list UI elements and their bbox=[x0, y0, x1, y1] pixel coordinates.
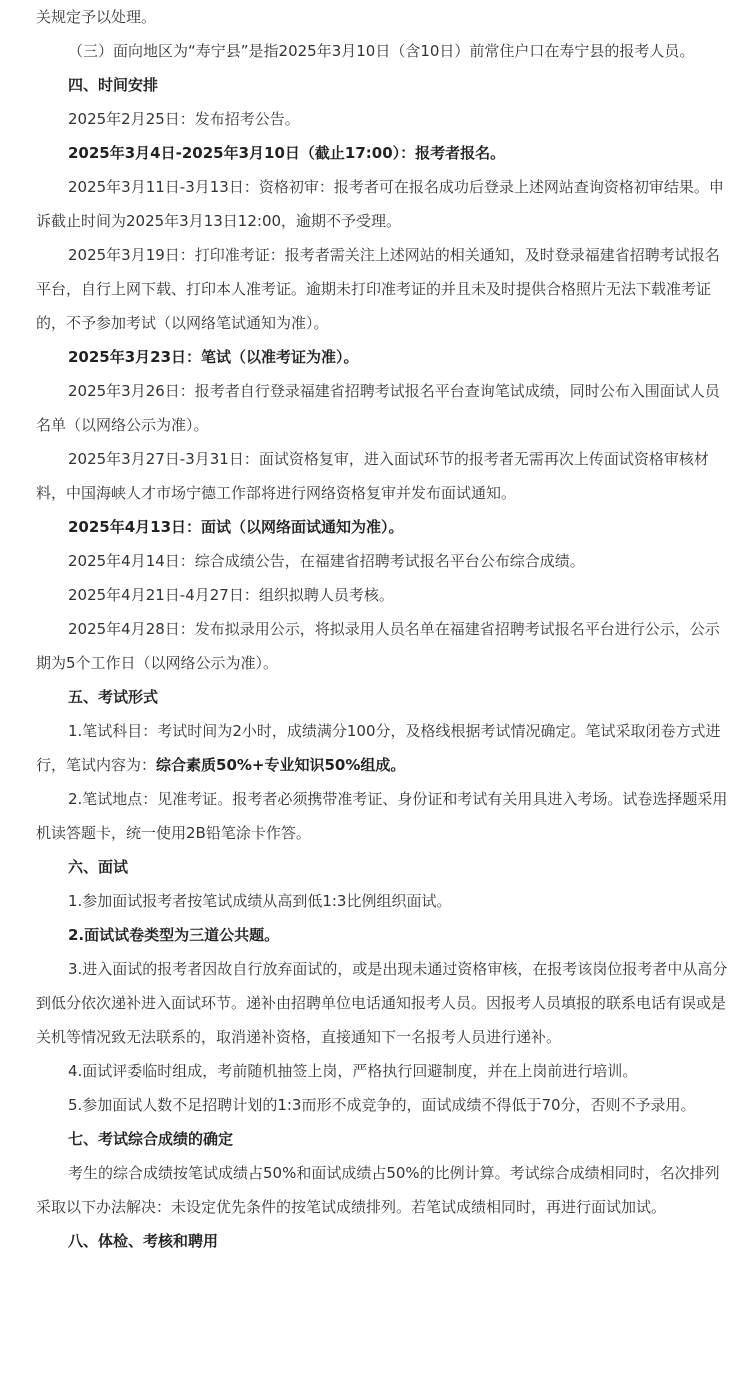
paragraph: 关规定予以处理。 bbox=[36, 8, 157, 26]
paragraph: 2.笔试地点：见准考证。报考者必须携带准考证、身份证和考试有关用具进入考场。试卷选择题采用机读答题卡，统一使用2B铅笔涂卡作答。 bbox=[36, 790, 728, 842]
exam-composition-text: 综合素质50%+专业知识50%组成。 bbox=[156, 756, 406, 774]
schedule-item: 2025年2月25日：发布招考公告。 bbox=[68, 110, 300, 128]
exam-subject-text: 1.笔试科目：考试时间为2小时，成绩满分100分，及格线根据考试情况确定。笔试采取闭卷方式进行，笔试内容为： bbox=[36, 722, 721, 774]
paragraph: 2.面试试卷类型为三道公共题。 bbox=[68, 926, 280, 944]
paragraph: 1.参加面试报考者按笔试成绩从高到低1:3比例组织面试。 bbox=[68, 892, 452, 910]
paragraph bbox=[36, 714, 733, 782]
paragraph: （三）面向地区为“寿宁县”是指2025年3月10日（含10日）前常住户口在寿宁县的报考人员。 bbox=[68, 42, 695, 60]
section-heading-schedule: 四、时间安排 bbox=[68, 76, 159, 94]
schedule-item: 2025年4月21日-4月27日：组织拟聘人员考核。 bbox=[68, 586, 394, 604]
paragraph: 5.参加面试人数不足招聘计划的1:3而形不成竞争的，面试成绩不得低于70分，否则不予录用。 bbox=[68, 1096, 696, 1114]
paragraph: 考生的综合成绩按笔试成绩占50%和面试成绩占50%的比例计算。考试综合成绩相同时，名次排列采取以下办法解决：未设定优先条件的按笔试成绩排列。若笔试成绩相同时，再进行面试加试。 bbox=[36, 1164, 720, 1216]
schedule-item: 2025年4月14日：综合成绩公告，在福建省招聘考试报名平台公布综合成绩。 bbox=[68, 552, 585, 570]
schedule-item: 2025年3月26日：报考者自行登录福建省招聘考试报名平台查询笔试成绩，同时公布入围面试人员名单（以网络公示为准）。 bbox=[36, 382, 720, 434]
section-heading-hiring: 八、体检、考核和聘用 bbox=[68, 1232, 219, 1250]
schedule-item: 2025年3月23日：笔试（以准考证为准）。 bbox=[68, 348, 359, 366]
section-heading-exam-format: 五、考试形式 bbox=[68, 688, 159, 706]
schedule-item: 2025年4月28日：发布拟录用公示，将拟录用人员名单在福建省招聘考试报名平台进行公示，公示期为5个工作日（以网络公示为准）。 bbox=[36, 620, 720, 672]
schedule-item: 2025年3月4日-2025年3月10日（截止17:00）：报考者报名。 bbox=[68, 144, 506, 162]
schedule-item: 2025年4月13日：面试（以网络面试通知为准）。 bbox=[68, 518, 404, 536]
schedule-item: 2025年3月27日-3月31日：面试资格复审，进入面试环节的报考者无需再次上传面试资格审核材料，中国海峡人才市场宁德工作部将进行网络资格复审并发布面试通知。 bbox=[36, 450, 709, 502]
section-heading-interview: 六、面试 bbox=[68, 858, 129, 876]
schedule-item: 2025年3月11日-3月13日：资格初审：报考者可在报名成功后登录上述网站查询资格初审结果。申诉截止时间为2025年3月13日12:00，逾期不予受理。 bbox=[36, 178, 724, 230]
paragraph: 3.进入面试的报考者因故自行放弃面试的，或是出现未通过资格审核，在报考该岗位报考者中从高分到低分依次递补进入面试环节。递补由招聘单位电话通知报考人员。因报考人员填报的联系电话有误或是关机等情况致无法联系的，取消递补资格，直接通知下一名报考人员进行递补。 bbox=[36, 960, 728, 1046]
section-heading-overall-score: 七、考试综合成绩的确定 bbox=[68, 1130, 234, 1148]
paragraph: 4.面试评委临时组成，考前随机抽签上岗，严格执行回避制度，并在上岗前进行培训。 bbox=[68, 1062, 638, 1080]
schedule-item: 2025年3月19日：打印准考证：报考者需关注上述网站的相关通知，及时登录福建省招聘考试报名平台，自行上网下载、打印本人准考证。逾期未打印准考证的并且未及时提供合格照片无法下载准考证的，不予参加考试（以网络笔试通知为准）。 bbox=[36, 246, 720, 332]
